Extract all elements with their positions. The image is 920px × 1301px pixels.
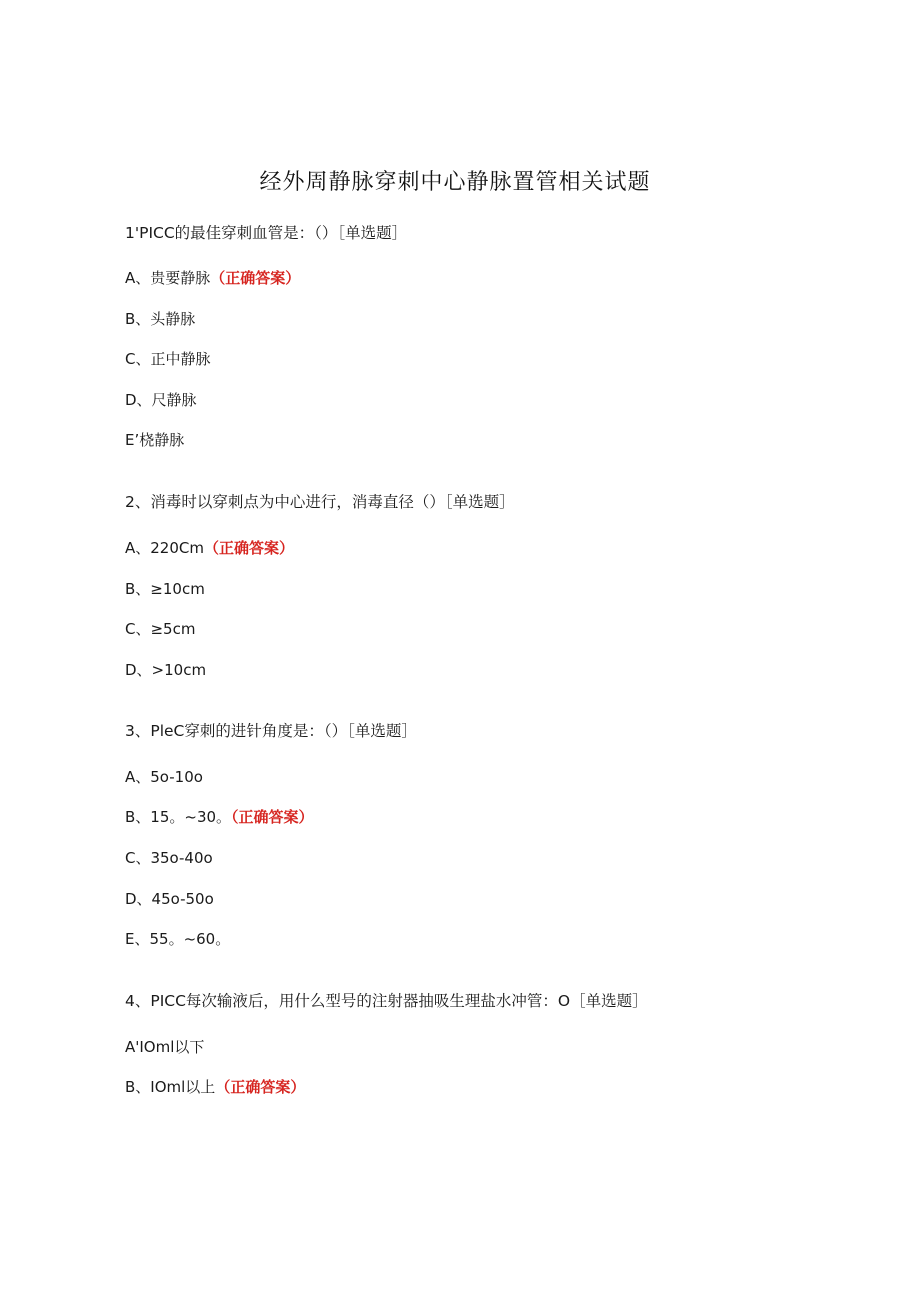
question-4-option-b	[125, 1077, 305, 1097]
question-1-option-e: E’桡静脉	[125, 431, 185, 449]
correct-answer-tag: （正确答案）	[203, 539, 294, 557]
question-2-text: 2、消毒时以穿刺点为中心进行，消毒直径（）［单选题］	[125, 493, 515, 511]
option-text: B、15。~30。	[125, 808, 232, 826]
option-text: A、220Cm	[125, 539, 204, 557]
question-1-text: 1'PICC的最佳穿刺血管是：（）［单选题］	[125, 224, 408, 242]
option-text: A、贵要静脉	[125, 269, 211, 287]
question-3-option-e: E、55。~60。	[125, 930, 231, 948]
question-1-option-b: B、头静脉	[125, 310, 196, 328]
document-title: 经外周静脉穿刺中心静脉置管相关试题	[259, 170, 651, 195]
question-3-option-a: A、5o-10o	[125, 768, 203, 786]
question-3-option-b	[125, 807, 314, 827]
question-2-option-b: B、≥10cm	[125, 580, 205, 598]
question-3-option-d: D、45o-50o	[125, 890, 214, 908]
question-1-option-a	[125, 268, 300, 288]
question-2-option-d: D、>10cm	[125, 661, 207, 679]
question-2-option-c: C、≥5cm	[125, 620, 196, 638]
question-4-text: 4、PICC每次输液后，用什么型号的注射器抽吸生理盐水冲管：O［单选题］	[125, 992, 648, 1010]
question-3-option-c: C、35o-40o	[125, 849, 213, 867]
correct-answer-tag: （正确答案）	[215, 1078, 306, 1096]
question-1-option-d: D、尺静脉	[125, 391, 197, 409]
correct-answer-tag: （正确答案）	[210, 269, 301, 287]
question-4-option-a: A'IOml以下	[125, 1038, 205, 1056]
question-1-option-c: C、正中静脉	[125, 350, 211, 368]
question-3-text: 3、PleC穿刺的进针角度是：（）［单选题］	[125, 722, 417, 740]
correct-answer-tag: （正确答案）	[231, 808, 314, 826]
question-2-option-a	[125, 538, 294, 558]
option-text: B、IOml以上	[125, 1078, 216, 1096]
